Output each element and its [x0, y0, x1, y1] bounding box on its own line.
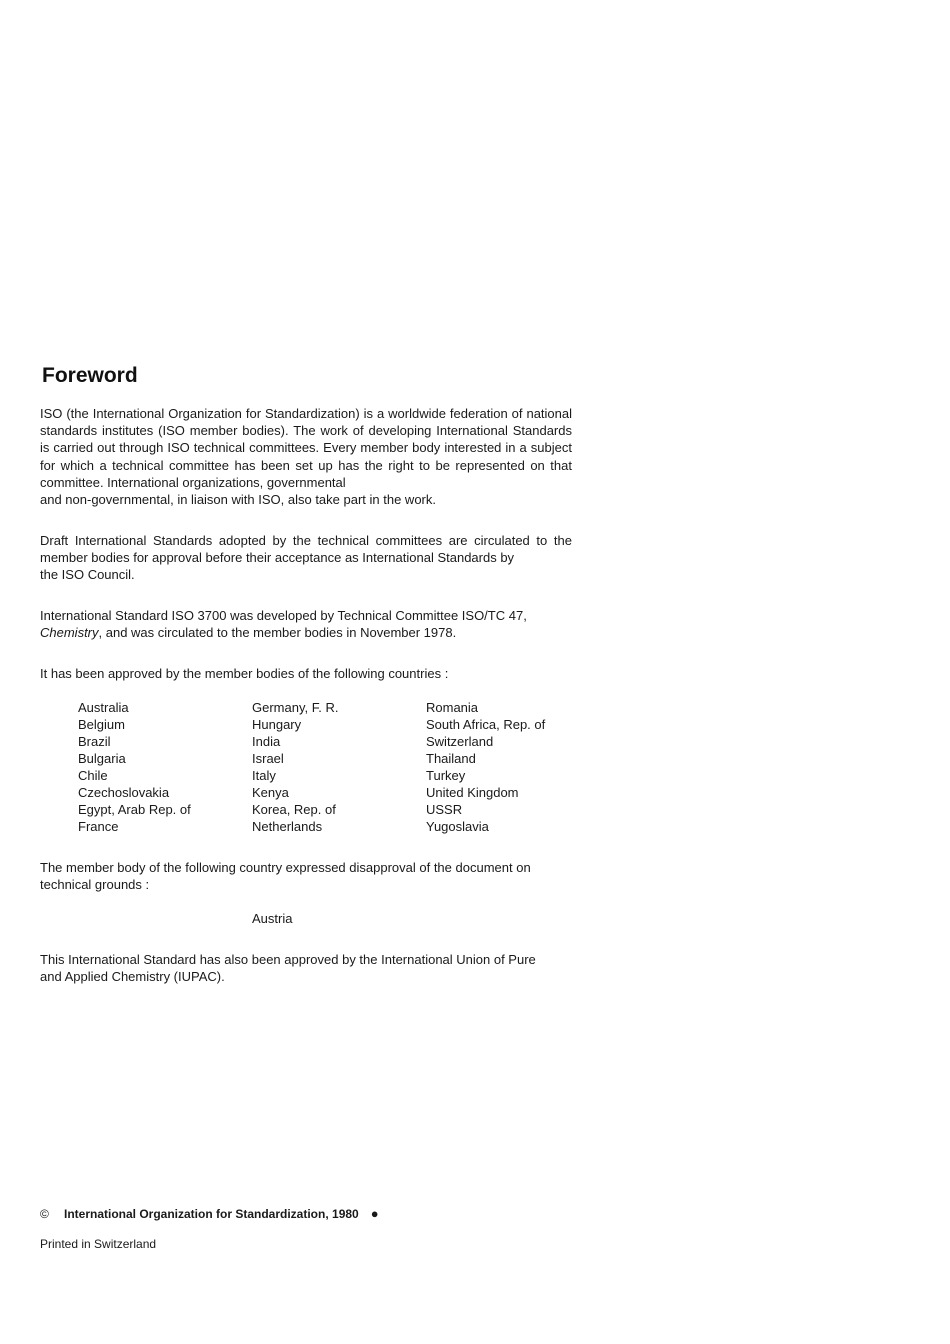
paragraph-last-line: the ISO Council.	[40, 567, 135, 583]
country-column	[426, 699, 596, 835]
country-name: USSR	[426, 802, 463, 817]
country-name: Israel	[252, 751, 284, 766]
country-name: Italy	[252, 768, 276, 783]
country-name: Germany, F. R.	[252, 700, 339, 715]
country-name: Hungary	[252, 717, 302, 732]
country-name: Yugoslavia	[426, 819, 489, 834]
country-name: Brazil	[78, 734, 111, 749]
paragraph-approval-intro: It has been approved by the member bodies of the following countries :	[40, 666, 449, 681]
country-name: Romania	[426, 700, 479, 715]
page-title: Foreword	[42, 364, 138, 387]
copyright-icon: ©	[40, 1207, 49, 1221]
paragraph-iso-description	[40, 405, 572, 508]
country-name: Netherlands	[252, 819, 323, 834]
country-name: India	[252, 734, 281, 749]
bullet-icon: ●	[370, 1206, 379, 1221]
committee-name: Chemistry	[40, 625, 99, 641]
country-name: Chile	[78, 768, 108, 783]
country-name: France	[78, 819, 119, 834]
paragraph-text: International Standard ISO 3700 was developed by Technical Committee ISO/TC 47,	[40, 608, 527, 623]
copyright-text: International Organization for Standardization, 1980	[64, 1207, 359, 1221]
country-name: Egypt, Arab Rep. of	[78, 802, 191, 817]
paragraph-text-suffix: , and was circulated to the member bodies in November 1978.	[98, 625, 457, 641]
paragraph-standard-development	[40, 607, 572, 641]
country-name: Australia	[78, 700, 129, 715]
country-column	[252, 699, 422, 835]
paragraph-last-line: technical grounds :	[40, 877, 150, 893]
country-name: Switzerland	[426, 734, 494, 749]
disapproving-country: Austria	[252, 911, 293, 926]
paragraph-last-line: and non-governmental, in liaison with ISO, also take part in the work.	[40, 492, 436, 508]
country-column	[78, 699, 248, 835]
country-name: Belgium	[78, 717, 125, 732]
country-name: Kenya	[252, 785, 289, 800]
country-name: Turkey	[426, 768, 466, 783]
paragraph-last-line	[40, 624, 572, 641]
copyright-notice	[40, 1206, 379, 1222]
printed-location: Printed in Switzerland	[40, 1237, 157, 1251]
country-name: Thailand	[426, 751, 476, 766]
paragraph-last-line: and Applied Chemistry (IUPAC).	[40, 969, 225, 985]
country-name: Czechoslovakia	[78, 785, 170, 800]
paragraph-iupac-approval	[40, 951, 572, 985]
paragraph-draft-standards	[40, 532, 572, 584]
country-name: South Africa, Rep. of	[426, 717, 546, 732]
paragraph-text: The member body of the following country expressed disapproval of the document on	[40, 860, 531, 875]
country-name: Korea, Rep. of	[252, 802, 336, 817]
paragraph-disapproval	[40, 859, 572, 893]
country-name: United Kingdom	[426, 785, 519, 800]
paragraph-text: This International Standard has also been approved by the International Union of Pure	[40, 952, 536, 967]
paragraph-text: Draft International Standards adopted by the technical committees are circulated to the member bodies for approval before their acceptance as International Standards by	[40, 533, 572, 566]
paragraph-text: ISO (the International Organization for Standardization) is a worldwide federation of national standards institutes (ISO member bodies). The work of developing International Standards is carried out through ISO technical committees. Every member body interested in a subject for which a technical committee has been set up has the right to be represented on that committee. International organizations, governmental	[40, 406, 572, 490]
country-name: Bulgaria	[78, 751, 126, 766]
